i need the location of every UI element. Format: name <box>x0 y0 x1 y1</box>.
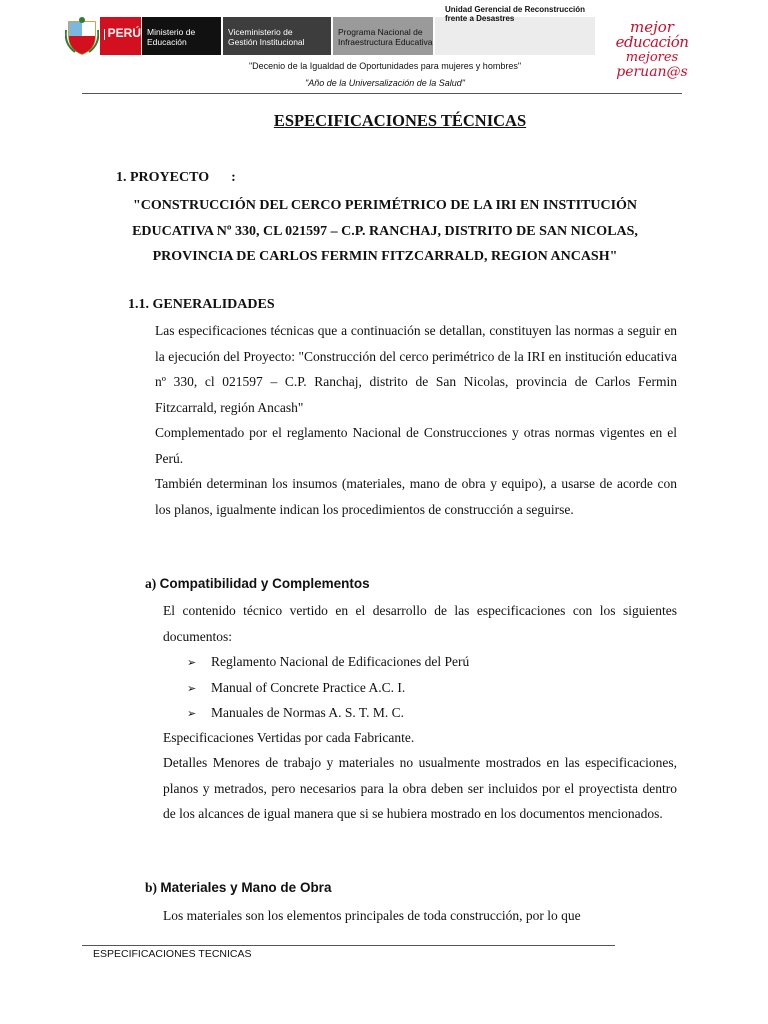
year-slogan: "Año de la Universalización de la Salud" <box>305 78 465 88</box>
generalidades-paragraph-1: Las especificaciones técnicas que a continuación se detallan, constituyen las normas a seguir en la ejecución del Proyecto: "Construcción del cerco perimétrico de la IRI en institución educativa nº 330, cl 021597 – C.P. Ranchaj, distrito de San Nicolas, provincia de Carlos Fermin Fitzcarrald, región Ancash" <box>155 323 677 415</box>
section-b-heading: b) Materiales y Mano de Obra <box>145 880 332 895</box>
section-a-paragraph-3: Detalles Menores de trabajo y materiales no usualmente mostrados en las especificaciones, planos y metrados, pero necesarios para la obra deben ser incluidos por el proyectista dentro de los alcances de igual manera que si se hubiera mostrado en los documentos mencionados. <box>163 755 677 821</box>
flag-icon <box>104 29 105 40</box>
peru-coat-of-arms-icon <box>65 16 99 56</box>
header-divider <box>82 93 682 94</box>
generalidades-paragraph-2: Complementado por el reglamento Nacional de Construcciones y otras normas vigentes en el Perú. <box>155 425 677 466</box>
decade-slogan: "Decenio de la Igualdad de Oportunidades para mujeres y hombres" <box>248 61 522 71</box>
generalidades-paragraph-3: También determinan los insumos (materiales, mano de obra y equipo), a usarse de acorde con los planos, igualmente indican los procedimientos de construcción a seguirse. <box>155 476 677 517</box>
unit-label: Unidad Gerencial de Reconstrucción frente a Desastres <box>445 5 586 23</box>
list-item: ➢ Manuales de Normas A. S. T. M. C. <box>187 705 404 720</box>
section-a-heading: a) Compatibilidad y Complementos <box>145 576 370 591</box>
list-item: ➢ Manual of Concrete Practice A.C. I. <box>187 680 406 695</box>
section-a-paragraph-2: Especificaciones Vertidas por cada Fabricante. <box>163 730 415 745</box>
document-title: ESPECIFICACIONES TÉCNICAS <box>273 111 527 130</box>
peru-badge: PERÚ <box>100 17 141 55</box>
program-label: Programa Nacional de Infraestructura Educativa <box>331 17 433 55</box>
list-item: ➢ Reglamento Nacional de Edificaciones del Perú <box>187 654 470 669</box>
generalidades-heading: 1.1. GENERALIDADES <box>128 297 275 312</box>
footer-text: ESPECIFICACIONES TECNICAS <box>93 948 252 960</box>
project-name: "CONSTRUCCIÓN DEL CERCO PERIMÉTRICO DE LA IRI EN INSTITUCIÓN EDUCATIVA Nº 330, CL 021597 – C.P. RANCHAJ, DISTRITO DE SAN NICOLAS, PROVINCIA DE CARLOS FERMIN FITZCARRALD, REGION ANCASH" <box>132 198 638 264</box>
section-a-paragraph-1: El contenido técnico vertido en el desarrollo de las especificaciones con los siguientes documentos: <box>163 603 677 644</box>
arrow-bullet-icon: ➢ <box>187 706 197 720</box>
footer-divider <box>82 945 615 946</box>
vice-ministry-label: Viceministerio de Gestión Institucional <box>221 17 331 55</box>
project-label: 1. PROYECTO : <box>116 170 236 185</box>
mejor-educacion-logo: mejor educación mejores peruan@s <box>615 18 689 80</box>
arrow-bullet-icon: ➢ <box>187 681 197 695</box>
ministry-label: Ministerio de Educación <box>141 17 221 55</box>
section-b-paragraph-1: Los materiales son los elementos principales de toda construcción, por lo que <box>163 908 581 923</box>
arrow-bullet-icon: ➢ <box>187 655 197 669</box>
